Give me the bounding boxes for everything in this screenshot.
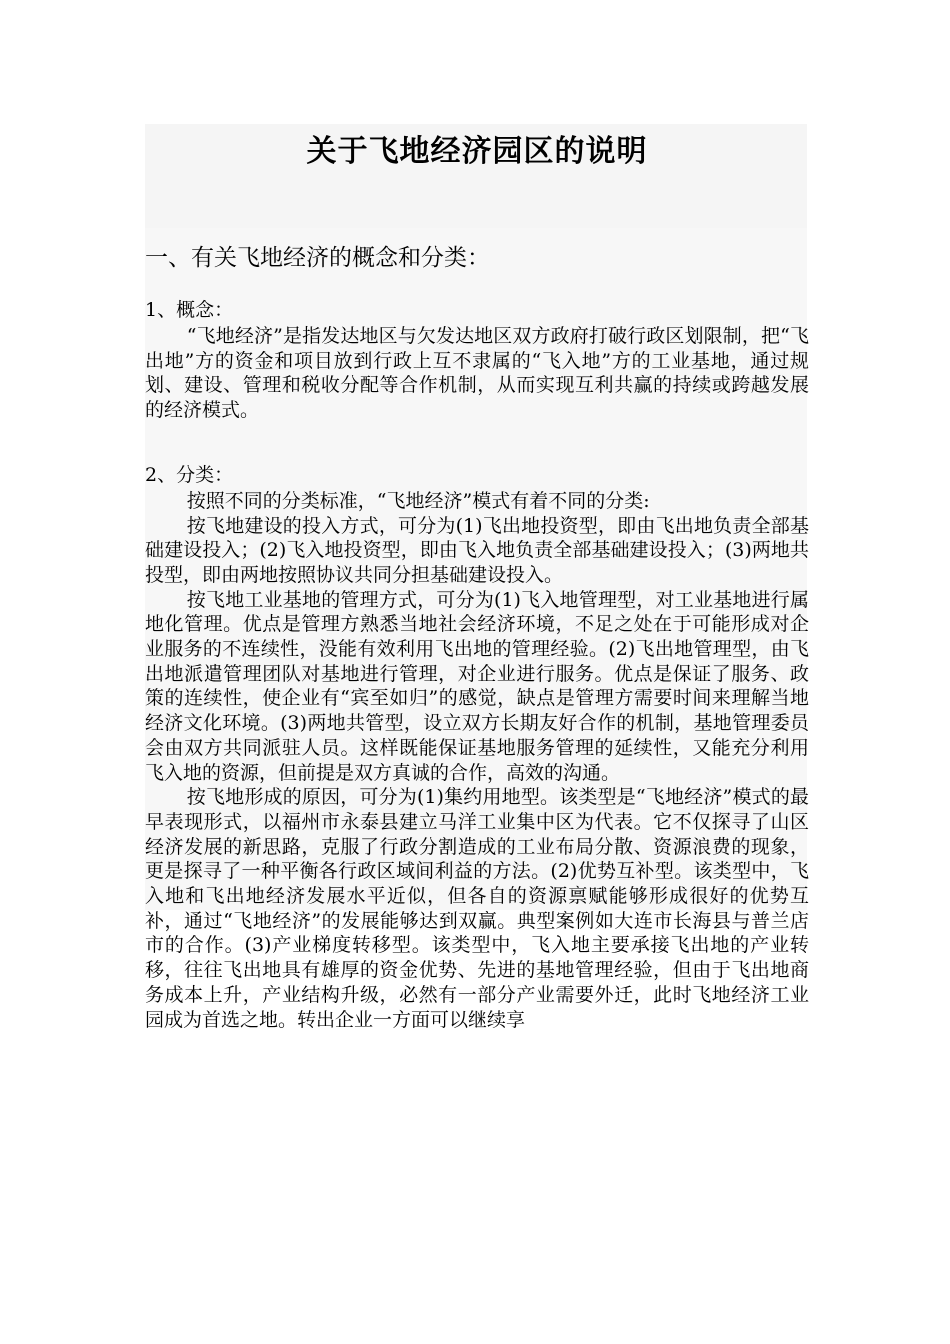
document-content — [145, 124, 809, 1032]
classification-heading: 2、分类： — [145, 463, 234, 486]
classification-by-origin: 按飞地形成的原因，可分为(1)集约用地型。该类型是“飞地经济”模式的最早表现形式，以福州市永泰县建立马洋工业集中区为代表。它不仅探寻了山区经济发展的新思路，克服了行政分割造成的工业布局分散、资源浪费的现象，更是探寻了一种平衡各行政区域间利益的方法。(2)优势互补型。该类型中，飞入地和飞出地经济发展水平近似，但各自的资源禀赋能够形成很好的优势互补，通过“飞地经济”的发展能够达到双赢。典型案例如大连市长海县与普兰店市的合作。(3)产业梯度转移型。该类型中，飞入地主要承接飞出地的产业转移，往往飞出地具有雄厚的资金优势、先进的基地管理经验，但由于飞出地商务成本上升，产业结构升级，必然有一部分产业需要外迁，此时飞地经济工业园成为首选之地。转出企业一方面可以继续享 — [145, 786, 809, 1031]
section-heading-concepts: 一、有关飞地经济的概念和分类： — [145, 245, 490, 271]
concept-heading: 1、概念： — [145, 299, 234, 321]
classification-intro: 按照不同的分类标准，“飞地经济”模式有着不同的分类: — [186, 489, 650, 512]
document-title: 关于飞地经济园区的说明 — [306, 134, 648, 169]
classification-by-management: 按飞地工业基地的管理方式，可分为(1)飞入地管理型，对工业基地进行属地化管理。优点是管理方熟悉当地社会经济环境，不足之处在于可能形成对企业服务的不连续性，没能有效利用飞出地的管理经验。(2)飞出地管理型，由飞出地派遣管理团队对基地进行管理，对企业进行服务。优点是保证了服务、政策的连续性，使企业有“宾至如归”的感觉，缺点是管理方需要时间来理解当地经济文化环境。(3)两地共管型，设立双方长期友好合作的机制，基地管理委员会由双方共同派驻人员。这样既能保证基地服务管理的延续性，又能充分利用飞入地的资源，但前提是双方真诚的合作，高效的沟通。 — [145, 588, 809, 784]
concept-paragraph: “飞地经济”是指发达地区与欠发达地区双方政府打破行政区划限制，把“飞出地”方的资金和项目放到行政上互不隶属的“飞入地”方的工业基地，通过规划、建设、管理和税收分配等合作机制，从而实现互利共赢的持续或跨越发展的经济模式。 — [145, 325, 809, 422]
classification-by-investment: 按飞地建设的投入方式，可分为(1)飞出地投资型，即由飞出地负责全部基础建设投入；(2)飞入地投资型，即由飞入地负责全部基础建设投入；(3)两地共投型，即由两地按照协议共同分担基础建设投入。 — [145, 514, 809, 586]
